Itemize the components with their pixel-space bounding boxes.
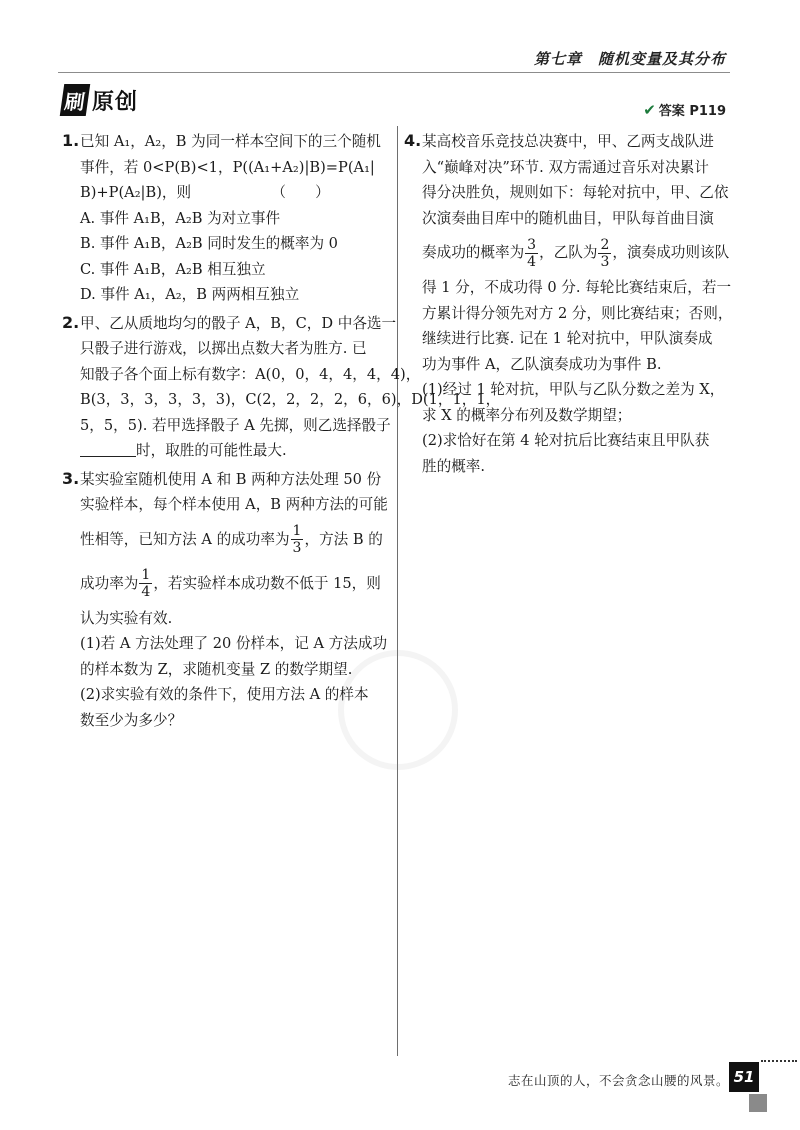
answer-blank[interactable] xyxy=(80,441,136,457)
fraction xyxy=(139,567,152,600)
answer-reference xyxy=(643,100,726,119)
question-text: 某实验室随机使用 A 和 B 两种方法处理 50 份 xyxy=(80,470,382,488)
fraction-denominator: 3 xyxy=(292,540,302,556)
question-text: 知骰子各个面上标有数字：A(0，0，4，4，4，4)， xyxy=(80,365,421,383)
section-header xyxy=(62,84,138,116)
question-4 xyxy=(404,128,733,479)
fraction-denominator: 4 xyxy=(141,584,151,600)
question-text: 实验样本，每个样本使用 A，B 两种方法的可能 xyxy=(80,496,388,513)
option-c: C. 事件 A₁B，A₂B 相互独立 xyxy=(80,260,266,278)
option-a: A. 事件 A₁B，A₂B 为对立事件 xyxy=(80,209,281,227)
sub-question-2: 数至少为多少？ xyxy=(80,711,183,729)
question-text: ，方法 B 的 xyxy=(304,530,383,548)
sub-question-1: (1)经过 1 轮对抗，甲队与乙队分数之差为 X， xyxy=(422,381,725,398)
question-text: 某高校音乐竞技总决赛中，甲、乙两支战队进 xyxy=(422,133,714,150)
question-text: ，乙队为 xyxy=(539,244,598,261)
header-rule xyxy=(58,72,730,73)
page-number: 51 xyxy=(729,1062,759,1092)
question-text: 成功率为 xyxy=(80,574,139,592)
fraction-numerator: 1 xyxy=(141,567,151,583)
fraction xyxy=(598,237,611,270)
page-dots-decoration xyxy=(761,1060,797,1062)
fraction-numerator: 3 xyxy=(527,236,537,253)
question-text: B)+P(A₂|B)，则 （ ） xyxy=(80,184,330,201)
section-title: 原创 xyxy=(92,89,139,115)
footer-motto: 志在山顶的人，不会贪念山腰的风景。 xyxy=(508,1073,730,1088)
fraction xyxy=(291,523,304,556)
question-text: B(3，3，3，3，3，3)，C(2，2，2，2，6，6)，D(1，1，1， xyxy=(80,391,501,408)
question-number: 2. xyxy=(62,312,80,332)
question-text: 继续进行比赛. 记在 1 轮对抗中，甲队演奏成 xyxy=(422,330,713,347)
question-number: 3. xyxy=(62,468,80,488)
question-text: 功为事件 A，乙队演奏成功为事件 B. xyxy=(422,355,662,373)
question-number: 4. xyxy=(404,131,422,150)
option-b: B. 事件 A₁B，A₂B 同时发生的概率为 0 xyxy=(80,235,338,252)
question-1 xyxy=(62,128,388,308)
question-text: 认为实验有效. xyxy=(80,609,173,627)
option-d: D. 事件 A₁，A₂，B 两两相互独立 xyxy=(80,286,300,303)
question-2 xyxy=(62,310,501,464)
page-corner-decoration xyxy=(749,1094,767,1112)
fraction-numerator: 2 xyxy=(600,236,610,253)
sub-question-2: 胜的概率. xyxy=(422,457,486,475)
sub-question-2: (2)求实验有效的条件下，使用方法 A 的样本 xyxy=(80,686,369,703)
column-divider xyxy=(397,126,398,1056)
question-text: 得分决胜负，规则如下：每轮对抗中，甲、乙依 xyxy=(422,184,729,201)
sub-question-1: (1)若 A 方法处理了 20 份样本，记 A 方法成功 xyxy=(80,635,388,652)
question-text: 5，5，5). 若甲选择骰子 A 先掷，则乙选择骰子 xyxy=(80,416,391,434)
sub-question-1: 求 X 的概率分布列及数学期望； xyxy=(422,406,632,424)
check-icon: ✔ xyxy=(643,100,656,119)
right-column xyxy=(404,128,733,481)
question-text: ，演奏成功则该队 xyxy=(612,244,730,261)
question-text: 次演奏曲目库中的随机曲目，甲队每首曲目演 xyxy=(422,209,714,227)
question-text: 只骰子进行游戏，以掷出点数大者为胜方. 已 xyxy=(80,340,367,357)
sub-question-1: 的样本数为 Z，求随机变量 Z 的数学期望. xyxy=(80,660,353,678)
fraction xyxy=(525,237,538,270)
question-text: 甲、乙从质地均匀的骰子 A，B，C，D 中各选一 xyxy=(80,314,397,332)
question-text: 入“巅峰对决”环节. 双方需通过音乐对决累计 xyxy=(422,158,709,176)
chapter-title: 第七章 随机变量及其分布 xyxy=(533,50,726,68)
question-text: 方累计得分领先对方 2 分，则比赛结束；否则， xyxy=(422,304,733,322)
question-text: ，若实验样本成功数不低于 15，则 xyxy=(153,574,381,592)
sub-question-2: (2)求恰好在第 4 轮对抗后比赛结束且甲队获 xyxy=(422,432,710,449)
question-text: 已知 A₁，A₂，B 为同一样本空间下的三个随机 xyxy=(80,133,381,150)
question-number: 1. xyxy=(62,131,80,150)
question-text: 时，取胜的可能性最大. xyxy=(136,442,287,459)
question-text: 性相等，已知方法 A 的成功率为 xyxy=(80,530,290,548)
question-text: 奏成功的概率为 xyxy=(422,244,525,261)
section-logo: 刷 xyxy=(60,84,90,116)
question-text: 事件，若 0<P(B)<1，P((A₁+A₂)|B)=P(A₁| xyxy=(80,158,375,176)
fraction-denominator: 4 xyxy=(527,253,537,270)
answer-ref-text: 答案 P119 xyxy=(658,104,726,119)
question-3 xyxy=(62,466,388,734)
question-text: 得 1 分，不成功得 0 分. 每轮比赛结束后，若一 xyxy=(422,279,732,296)
fraction-numerator: 1 xyxy=(292,523,302,539)
fraction-denominator: 3 xyxy=(600,253,610,270)
